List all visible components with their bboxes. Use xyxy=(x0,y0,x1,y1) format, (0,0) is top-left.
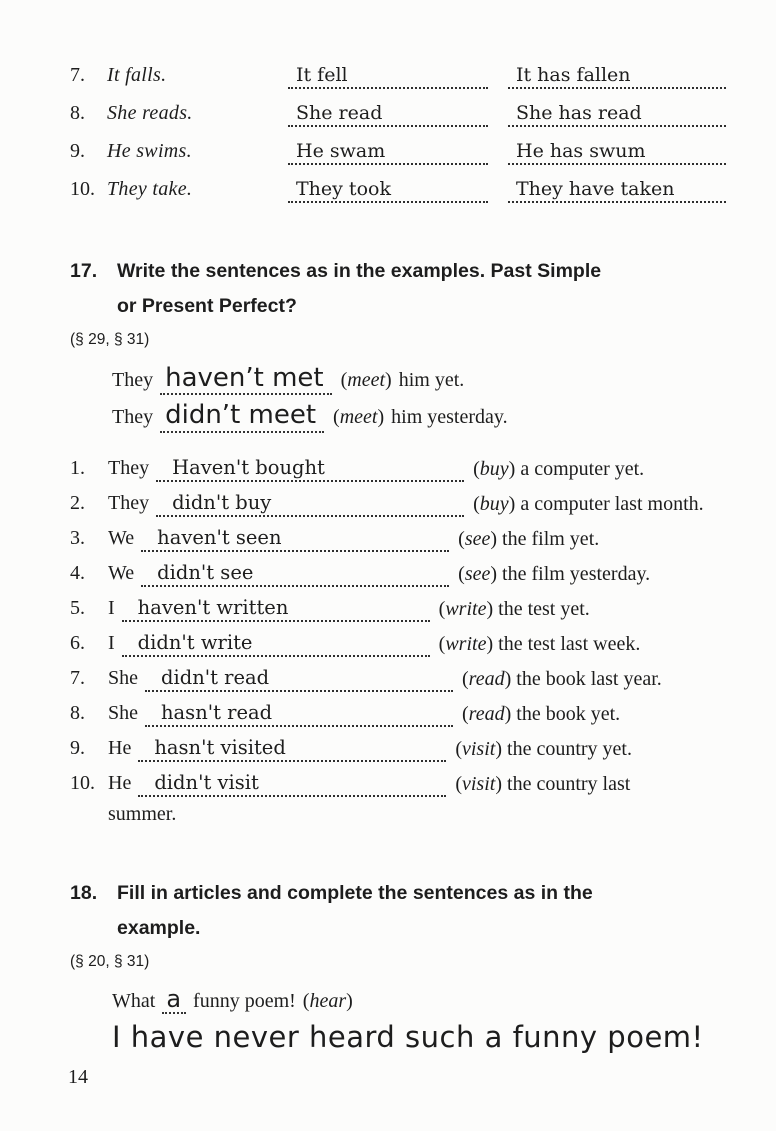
exercise-18 xyxy=(70,876,742,1054)
answer-blank xyxy=(122,585,430,622)
answer-blank xyxy=(138,760,446,797)
verb-hint: see xyxy=(464,562,491,585)
filled-answer: didn't visit xyxy=(154,770,259,794)
exercise-item xyxy=(70,517,742,552)
exercise-item xyxy=(70,762,742,826)
verb-hint: write xyxy=(445,632,487,655)
verb-forms-table xyxy=(70,52,742,204)
verb-hint: see xyxy=(464,527,491,550)
handwritten-response: I have never heard such a funny poem! xyxy=(112,1019,704,1054)
present-perfect-answer: They have taken xyxy=(516,178,675,200)
article-answer: a xyxy=(162,987,186,1014)
item-number: 10. xyxy=(70,771,95,794)
prompt-text: She reads. xyxy=(107,102,193,124)
answer-blank xyxy=(156,480,464,517)
item-tail: (write) the test yet. xyxy=(438,597,590,620)
exercise-item xyxy=(70,587,742,622)
example-after: funny poem! xyxy=(193,989,296,1012)
verb-hint: (meet) xyxy=(333,406,385,429)
filled-answer: hasn't read xyxy=(161,700,273,724)
item-number: 5. xyxy=(70,596,85,619)
example-rest: him yesterday. xyxy=(391,406,508,429)
item-number: 1. xyxy=(70,456,85,479)
item-rest: the test last week. xyxy=(498,632,641,655)
example-before: What xyxy=(112,989,156,1012)
past-simple-blank xyxy=(288,90,488,127)
verb-hint: read xyxy=(468,702,505,725)
exercise-18-heading xyxy=(70,876,742,946)
item-subject: We xyxy=(108,561,135,584)
item-tail: (buy) a computer last month. xyxy=(473,492,704,515)
past-simple-blank xyxy=(288,166,488,203)
example-sentences xyxy=(112,365,742,433)
item-rest: the country last xyxy=(507,772,631,795)
exercise-17-items xyxy=(70,447,742,826)
past-simple-blank xyxy=(288,128,488,165)
verb-prompt xyxy=(70,52,268,90)
item-tail: (read) the book last year. xyxy=(462,667,662,690)
item-number: 2. xyxy=(70,491,85,514)
item-number: 8. xyxy=(70,701,85,724)
item-tail: (buy) a computer yet. xyxy=(473,457,645,480)
exercise-17 xyxy=(70,254,742,826)
exercise-item xyxy=(70,727,742,762)
item-rest: the book last year. xyxy=(516,667,662,690)
exercise-number: 18. xyxy=(70,881,98,904)
past-simple-answer: They took xyxy=(296,178,391,200)
item-subject: I xyxy=(108,631,115,654)
verb-hint: visit xyxy=(462,737,496,760)
item-rest: a computer last month. xyxy=(520,492,704,515)
answer-blank xyxy=(141,515,449,552)
exercise-item xyxy=(70,447,742,482)
present-perfect-answer: It has fallen xyxy=(516,64,631,86)
item-rest: the book yet. xyxy=(516,702,621,725)
past-simple-answer: She read xyxy=(296,102,383,124)
verb-prompt xyxy=(70,128,268,166)
present-perfect-blank xyxy=(508,52,726,89)
filled-answer: didn't write xyxy=(137,630,253,654)
past-simple-blank xyxy=(288,52,488,89)
item-row xyxy=(70,692,742,727)
filled-answer: Haven't bought xyxy=(172,455,325,479)
exercise-title: Fill in articles and complete the sentences as in the example. xyxy=(117,881,593,939)
verb-prompt xyxy=(70,90,268,128)
verb-hint: write xyxy=(445,597,487,620)
item-subject: She xyxy=(108,701,138,724)
filled-answer: didn't see xyxy=(157,560,254,584)
item-subject: They xyxy=(108,456,150,479)
item-number: 9. xyxy=(70,736,85,759)
exercise-17-heading xyxy=(70,254,742,324)
exercise-title: Write the sentences as in the examples. Past Simple or Present Perfect? xyxy=(117,260,602,317)
filled-answer: hasn't visited xyxy=(154,735,286,759)
item-subject: I xyxy=(108,596,115,619)
past-simple-answer: He swam xyxy=(296,140,386,162)
present-perfect-blank xyxy=(508,166,726,203)
exercise-item xyxy=(70,482,742,517)
example-answer: didn’t meet xyxy=(160,402,324,432)
exercise-18-example xyxy=(112,984,742,1014)
item-subject: They xyxy=(108,491,150,514)
item-number: 3. xyxy=(70,526,85,549)
paragraph-reference: (§ 29, § 31) xyxy=(70,331,150,348)
answer-blank xyxy=(138,725,446,762)
filled-answer: haven't written xyxy=(137,595,289,619)
item-row xyxy=(70,447,742,482)
example-answer: haven’t met xyxy=(160,365,332,395)
prompt-text: It falls. xyxy=(107,64,167,86)
exercise-item xyxy=(70,692,742,727)
item-tail: (write) the test last week. xyxy=(438,632,641,655)
exercise-item xyxy=(70,622,742,657)
present-perfect-blank xyxy=(508,90,726,127)
prompt-text: He swims. xyxy=(107,140,192,162)
present-perfect-blank xyxy=(508,128,726,165)
item-number: 4. xyxy=(70,561,85,584)
item-row xyxy=(70,517,742,552)
example-subject: They xyxy=(112,369,154,391)
item-number: 7. xyxy=(70,666,85,689)
filled-answer: didn't buy xyxy=(172,490,272,514)
item-number: 10. xyxy=(70,178,95,200)
item-rest: the country yet. xyxy=(507,737,632,760)
item-number: 9. xyxy=(70,140,85,162)
verb-prompt xyxy=(70,166,268,204)
item-row xyxy=(70,482,742,517)
item-tail: (visit) the country last xyxy=(455,772,631,795)
item-number: 8. xyxy=(70,102,85,124)
item-subject: He xyxy=(108,736,132,759)
filled-answer: haven't seen xyxy=(157,525,282,549)
exercise-item xyxy=(70,552,742,587)
answer-blank xyxy=(145,655,453,692)
filled-answer: didn't read xyxy=(161,665,270,689)
item-tail: (visit) the country yet. xyxy=(455,737,632,760)
item-tail: (see) the film yet. xyxy=(458,527,600,550)
item-subject: We xyxy=(108,526,135,549)
verb-hint: read xyxy=(468,667,505,690)
item-subject: She xyxy=(108,666,138,689)
answer-blank xyxy=(156,445,464,482)
item-row xyxy=(70,657,742,692)
example-sentence xyxy=(112,402,742,432)
answer-blank xyxy=(141,550,449,587)
answer-blank xyxy=(122,620,430,657)
example-sentence xyxy=(112,365,742,395)
prompt-text: They take. xyxy=(107,178,193,200)
present-perfect-answer: He has swum xyxy=(516,140,646,162)
verb-hint: visit xyxy=(462,772,496,795)
exercise-item xyxy=(70,657,742,692)
item-tail: (see) the film yesterday. xyxy=(458,562,651,585)
page-number: 14 xyxy=(68,1066,88,1088)
verb-hint: buy xyxy=(479,492,509,515)
verb-hint: (hear) xyxy=(302,989,353,1012)
item-subject: He xyxy=(108,771,132,794)
example-subject: They xyxy=(112,406,154,429)
item-wrap-line: summer. xyxy=(108,802,177,825)
item-rest: the test yet. xyxy=(498,597,590,620)
answer-blank xyxy=(145,690,453,727)
exercise-number: 17. xyxy=(70,260,98,282)
item-number: 6. xyxy=(70,631,85,654)
example-rest: him yet. xyxy=(398,369,465,391)
item-tail: (read) the book yet. xyxy=(462,702,621,725)
item-number: 7. xyxy=(70,64,85,86)
item-rest: the film yet. xyxy=(502,527,600,550)
paragraph-reference: (§ 20, § 31) xyxy=(70,952,150,970)
verb-hint: (meet) xyxy=(340,369,392,391)
item-row xyxy=(70,762,742,797)
item-row xyxy=(70,622,742,657)
verb-hint: buy xyxy=(479,457,509,480)
item-row xyxy=(70,552,742,587)
present-perfect-answer: She has read xyxy=(516,102,642,124)
item-rest: a computer yet. xyxy=(520,457,645,480)
item-rest: the film yesterday. xyxy=(502,562,651,585)
item-row xyxy=(70,727,742,762)
item-row xyxy=(70,587,742,622)
past-simple-answer: It fell xyxy=(296,64,348,86)
